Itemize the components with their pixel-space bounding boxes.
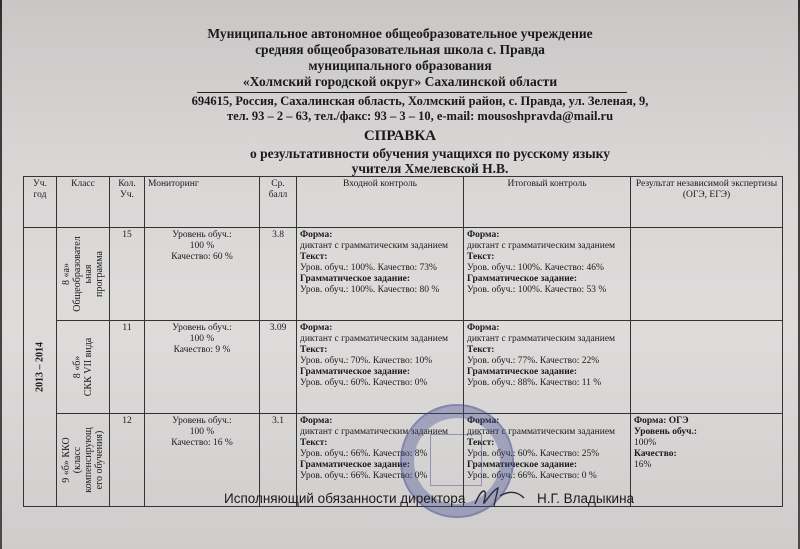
monitoring-line: Уровень обуч.: (172, 323, 232, 333)
grammar-value: Уров. обуч.: 66%. Качество: 0 % (467, 471, 597, 481)
org-header (2, 26, 798, 90)
document-subtitle (32, 146, 798, 176)
monitoring-cell (145, 228, 260, 321)
subtitle-line-2: учителя Хмелевской Н.В. (351, 161, 509, 176)
independent-cell (631, 414, 783, 507)
org-line-2: средняя общеобразовательная школа с. Правда (255, 42, 545, 57)
grammar-label: Грамматическое задание: (300, 367, 411, 377)
text-value: Уров. обуч.: 100%. Качество: 46% (467, 263, 604, 273)
text-label: Текст: (467, 438, 495, 448)
form-label: Форма: (300, 323, 333, 333)
avg-cell: 3.1 (260, 414, 297, 507)
org-line-1: Муниципальное автономное общеобразовательное учреждение (207, 26, 593, 41)
grammar-label: Грамматическое задание: (467, 274, 578, 284)
org-line-4: «Холмский городской округ» Сахалинской области (242, 74, 558, 89)
table-row (24, 321, 783, 414)
monitoring-line: 100 % (189, 241, 215, 251)
avg-cell: 3.09 (260, 321, 297, 414)
form-value: диктант с грамматическим заданием (467, 241, 616, 251)
entry-cell (297, 321, 464, 414)
avg-cell: 3.8 (260, 228, 297, 321)
address-line-1: 694615, Россия, Сахалинская область, Холмский район, с. Правда, ул. Зеленая, 9, (191, 94, 649, 108)
form-value: диктант с грамматическим заданием (300, 427, 449, 437)
form-value: диктант с грамматическим заданием (300, 334, 449, 344)
header-monitoring: Мониторинг (145, 177, 260, 228)
monitoring-cell (145, 321, 260, 414)
form-label: Форма: (300, 230, 333, 240)
independent-cell (631, 321, 783, 414)
text-value: Уров. обуч.: 77%. Качество: 22% (467, 356, 600, 366)
count-cell: 11 (110, 321, 145, 414)
monitoring-line: 100 % (189, 334, 215, 344)
signature-icon (470, 482, 530, 512)
text-label: Текст: (467, 252, 495, 262)
final-cell (464, 228, 631, 321)
monitoring-line: Качество: 16 % (171, 438, 233, 448)
signatory-role: Исполняющий обязанности директора (224, 491, 466, 506)
year-label: 2013 – 2014 (34, 342, 46, 392)
grammar-value: Уров. обуч.: 100%. Качество: 53 % (467, 285, 607, 295)
text-label: Текст: (300, 438, 328, 448)
independent-line: Форма: ОГЭ (634, 416, 689, 426)
header-year: Уч. год (24, 177, 57, 228)
independent-cell (631, 228, 783, 321)
count-cell: 15 (110, 228, 145, 321)
grammar-value: Уров. обуч.: 60%. Качество: 0% (300, 378, 428, 388)
grammar-label: Грамматическое задание: (467, 460, 578, 470)
header-avg: Ср. балл (260, 177, 297, 228)
address-block (22, 94, 798, 124)
form-value: диктант с грамматическим заданием (467, 427, 616, 437)
monitoring-line: 100 % (189, 427, 215, 437)
count-cell: 12 (110, 414, 145, 507)
header-divider (197, 92, 627, 93)
org-line-3: муниципального образования (308, 58, 492, 73)
header-final: Итоговый контроль (464, 177, 631, 228)
form-value: диктант с грамматическим заданием (300, 241, 449, 251)
document-title: СПРАВКА (363, 128, 437, 144)
grammar-value: Уров. обуч.: 100%. Качество: 80 % (300, 285, 440, 295)
independent-line: 16% (634, 460, 652, 470)
text-value: Уров. обуч.: 70%. Качество: 10% (300, 356, 433, 366)
class-cell (57, 321, 110, 414)
header-count: Кол. Уч. (110, 177, 145, 228)
class-cell (57, 228, 110, 321)
final-cell (464, 321, 631, 414)
form-label: Форма: (467, 416, 500, 426)
grammar-value: Уров. обуч.: 88%. Качество: 11 % (467, 378, 602, 388)
text-label: Текст: (300, 345, 328, 355)
text-label: Текст: (467, 345, 495, 355)
entry-cell (297, 228, 464, 321)
text-value: Уров. обуч.: 100%. Качество: 73% (300, 263, 437, 273)
form-value: диктант с грамматическим заданием (467, 334, 616, 344)
text-value: Уров. обуч.: 60%. Качество: 25% (467, 449, 600, 459)
independent-line: 100% (634, 438, 657, 448)
independent-line: Качество: (634, 449, 677, 459)
class-label: 9 «б» ККО (класс компенсирующ его обучения) (61, 427, 105, 493)
header-independent: Результат независимой экспертизы (ОГЭ, ЕГЭ) (631, 177, 783, 228)
header-entry: Входной контроль (297, 177, 464, 228)
independent-line: Уровень обуч.: (634, 427, 697, 437)
signatory-name: Н.Г. Владыкина (537, 491, 635, 506)
monitoring-line: Качество: 9 % (173, 345, 231, 355)
grammar-label: Грамматическое задание: (300, 274, 411, 284)
grammar-label: Грамматическое задание: (467, 367, 578, 377)
class-cell (57, 414, 110, 507)
document-page (2, 0, 798, 549)
monitoring-line: Уровень обуч.: (172, 230, 232, 240)
year-cell (24, 228, 57, 507)
grammar-value: Уров. обуч.: 66%. Качество: 0% (300, 471, 428, 481)
text-label: Текст: (300, 252, 328, 262)
class-label: 8 «а» Общеобразовател ьная программа (61, 236, 105, 312)
subtitle-line-1: о результативности обучения учащихся по русскому языку (249, 146, 611, 161)
form-label: Форма: (300, 416, 333, 426)
monitoring-line: Уровень обуч.: (172, 416, 232, 426)
monitoring-line: Качество: 60 % (171, 252, 233, 262)
text-value: Уров. обуч.: 66%. Качество: 8% (300, 449, 428, 459)
stamp-emblem-icon (430, 434, 482, 486)
address-line-2: тел. 93 – 2 – 63, тел./факс: 93 – 3 – 10, e-mail: mousoshpravda@mail.ru (226, 109, 614, 123)
class-label: 8 «б» СКК VII вида (72, 337, 94, 397)
form-label: Форма: (467, 230, 500, 240)
table-row (24, 228, 783, 321)
header-class: Класс (57, 177, 110, 228)
grammar-label: Грамматическое задание: (300, 460, 411, 470)
table-header-row (24, 177, 783, 228)
form-label: Форма: (467, 323, 500, 333)
